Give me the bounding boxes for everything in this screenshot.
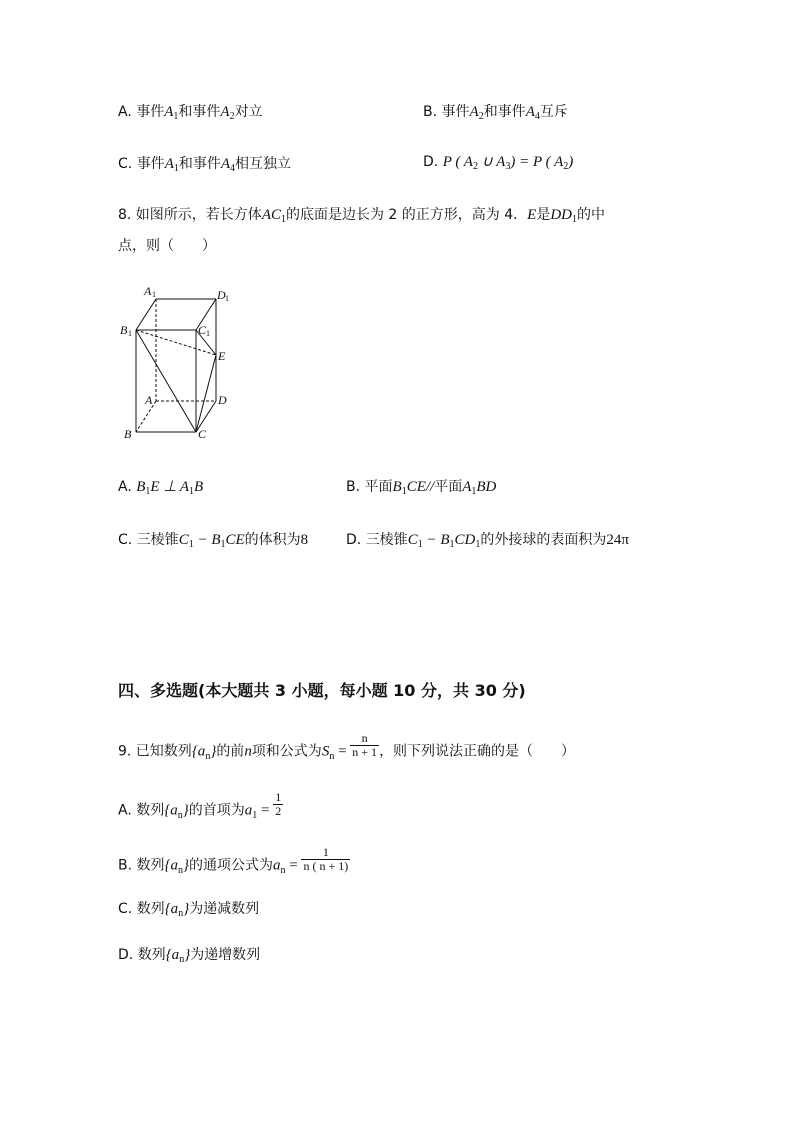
stem-text: 是 [536,207,551,223]
math-var: a [244,802,253,819]
math-sub: 1 [252,809,258,821]
q8-option-c [118,530,308,552]
option-text: 数列 [137,947,166,963]
vertex-label-e: E [218,349,226,363]
math-sub: n [178,908,184,919]
fraction-denominator: 2 [275,804,282,818]
math-var: A [220,156,231,172]
math-formula: CE// [406,479,435,495]
math-formula: {a [164,901,179,917]
q9-stem [118,731,576,765]
fraction-numerator: 1 [322,845,329,859]
math-formula: {a [165,947,180,963]
math-sub: 1 [401,486,407,497]
math-formula: } [210,743,217,760]
math-var: AC [261,207,281,223]
option-label: A. [118,104,132,120]
fraction-numerator: n [361,731,368,745]
math-formula: } [182,802,189,819]
math-sub: n [177,809,183,821]
stem-text: 9. 已知数列 [118,743,192,760]
option-text: 三棱锥 [365,532,408,548]
vertex-label-d1 [216,288,229,303]
option-text: 和事件 [178,156,221,172]
math-formula: } [183,857,190,874]
math-formula: − B [422,532,450,548]
math-fraction [273,791,283,818]
math-var: DD [550,207,572,223]
math-sub: 4 [534,111,540,122]
q9-option-a [118,790,283,824]
option-text: 平面 [364,479,393,495]
option-label: C. [118,156,133,172]
math-formula: − B [193,532,221,548]
option-text: 的首项为 [188,802,245,819]
math-sub: 1 [220,539,226,550]
svg-text:1: 1 [206,329,210,338]
stem-text: 的底面是边长为 2 的正方形，高为 4． [285,207,528,223]
option-text: 事件 [441,104,470,120]
option-label: A. [118,479,132,495]
option-text: 为递减数列 [189,901,260,917]
svg-text:1: 1 [152,290,156,299]
math-sub: 1 [471,486,477,497]
option-label: B. [346,479,361,495]
option-text: 的通项公式为 [189,857,274,874]
stem-text: 8. 如图所示，若长方体 [118,207,262,223]
svg-text:1: 1 [225,294,229,303]
option-text: 事件 [136,104,165,120]
math-number: 8 [300,532,309,548]
math-formula: ∪ A [477,154,506,170]
q7-option-b [423,102,568,124]
svg-text:1: 1 [128,329,132,338]
option-label: D. [118,947,134,963]
q9-option-c [118,899,259,921]
q8-option-a [118,477,203,499]
math-sub: 1 [145,486,151,497]
math-sub: 4 [230,163,236,174]
math-formula: CE [225,532,245,548]
q7-option-d [423,152,573,174]
math-formula: C [407,532,418,548]
math-sub: 1 [572,214,577,225]
option-text: 和事件 [483,104,526,120]
q8-stem-line2: 点，则（ ） [118,238,216,254]
svg-text:D: D [217,288,226,302]
math-var: A [220,104,230,120]
math-sub: 1 [280,214,286,225]
math-formula: } [183,901,190,917]
math-var: A [164,104,174,120]
math-formula: ) = P ( A [510,154,564,170]
math-formula: C [178,532,189,548]
math-number: 24π [606,532,629,548]
option-text: 的体积为 [244,532,301,548]
fraction-denominator: n ( n + 1) [303,859,349,873]
option-text: 的外接球的表面积为 [480,532,607,548]
math-sub: 2 [229,111,235,122]
section-heading: 四、多选题(本大题共 3 小题，每小题 10 分，共 30 分) [118,681,526,700]
math-sub: 2 [472,161,478,172]
vertex-label-a: A [145,393,153,407]
svg-text:C: C [198,323,207,337]
option-text: 事件 [136,156,165,172]
math-formula: = [285,857,302,874]
math-formula: B [136,479,146,495]
vertex-label-c1 [198,323,210,338]
math-sub: n [179,954,185,965]
math-formula: = [334,743,351,760]
q9-option-d [118,945,260,967]
math-sub: n [329,750,335,762]
math-formula: B [392,479,402,495]
math-sub: 1 [475,539,481,550]
q9-option-b [118,845,350,879]
option-text: 三棱锥 [136,532,179,548]
option-text: 数列 [136,901,165,917]
option-label: D. [346,532,362,548]
math-formula: {a [191,743,206,760]
option-label: D. [423,154,439,170]
svg-text:B: B [120,323,128,337]
option-text: 平面 [434,479,463,495]
svg-text:A: A [144,285,152,298]
vertex-label-b1 [120,323,132,338]
option-label: B. [423,104,438,120]
math-fraction [350,732,379,759]
cuboid-figure [118,285,238,445]
q8-option-b [346,477,496,499]
math-var: A [164,156,174,172]
math-formula: ) [568,154,574,170]
math-formula: E ⊥ A [150,479,190,495]
math-formula: P ( A [442,154,473,170]
fraction-denominator: n + 1 [352,745,378,759]
math-sub: 1 [173,163,179,174]
fraction-numerator: 1 [275,790,282,804]
math-var: A [469,104,479,120]
stem-text: ，则下列说法正确的是（ ） [379,743,576,760]
q8-option-d [346,530,629,552]
math-sub: 1 [173,111,179,122]
math-var: a [273,857,281,874]
math-formula: = [257,802,274,819]
option-label: C. [118,532,133,548]
math-sub: 1 [189,486,195,497]
math-formula: A [462,479,472,495]
vertex-label-b: B [124,427,132,441]
option-label: A. [118,802,132,819]
math-sub: 2 [563,161,569,172]
math-formula: } [184,947,191,963]
stem-text: 的前 [216,743,245,760]
option-text: 数列 [136,802,165,819]
option-text: 和事件 [178,104,221,120]
math-var: A [525,104,535,120]
vertex-label-a1 [143,285,156,299]
q8-stem-line1 [118,205,605,227]
math-var: E [527,207,537,223]
vertex-label-c: C [198,427,207,441]
math-sub: n [280,864,286,876]
math-sub: 1 [449,539,455,550]
q7-option-c [118,154,291,176]
math-formula: BD [476,479,497,495]
option-label: B. [118,857,133,874]
math-formula: {a [164,857,179,874]
math-fraction [301,846,350,873]
math-sub: 1 [188,539,194,550]
math-sub: 3 [505,161,511,172]
vertex-label-d: D [218,393,227,407]
option-text: 为递增数列 [190,947,261,963]
math-sub: 1 [417,539,423,550]
stem-text: 的中 [577,207,605,223]
math-sub: n [205,750,211,762]
math-sub: n [178,864,184,876]
math-formula: {a [164,802,178,819]
option-label: C. [118,901,133,917]
math-var: S [321,743,330,760]
math-formula: CD [454,532,476,548]
stem-text: 项和公式为 [251,743,322,760]
math-sub: 2 [478,111,484,122]
math-formula: B [194,479,204,495]
option-text: 相互独立 [235,156,292,172]
option-text: 互斥 [539,104,568,120]
option-text: 数列 [136,857,165,874]
math-var: n [244,743,252,760]
q7-option-a [118,102,263,124]
option-text: 对立 [234,104,263,120]
